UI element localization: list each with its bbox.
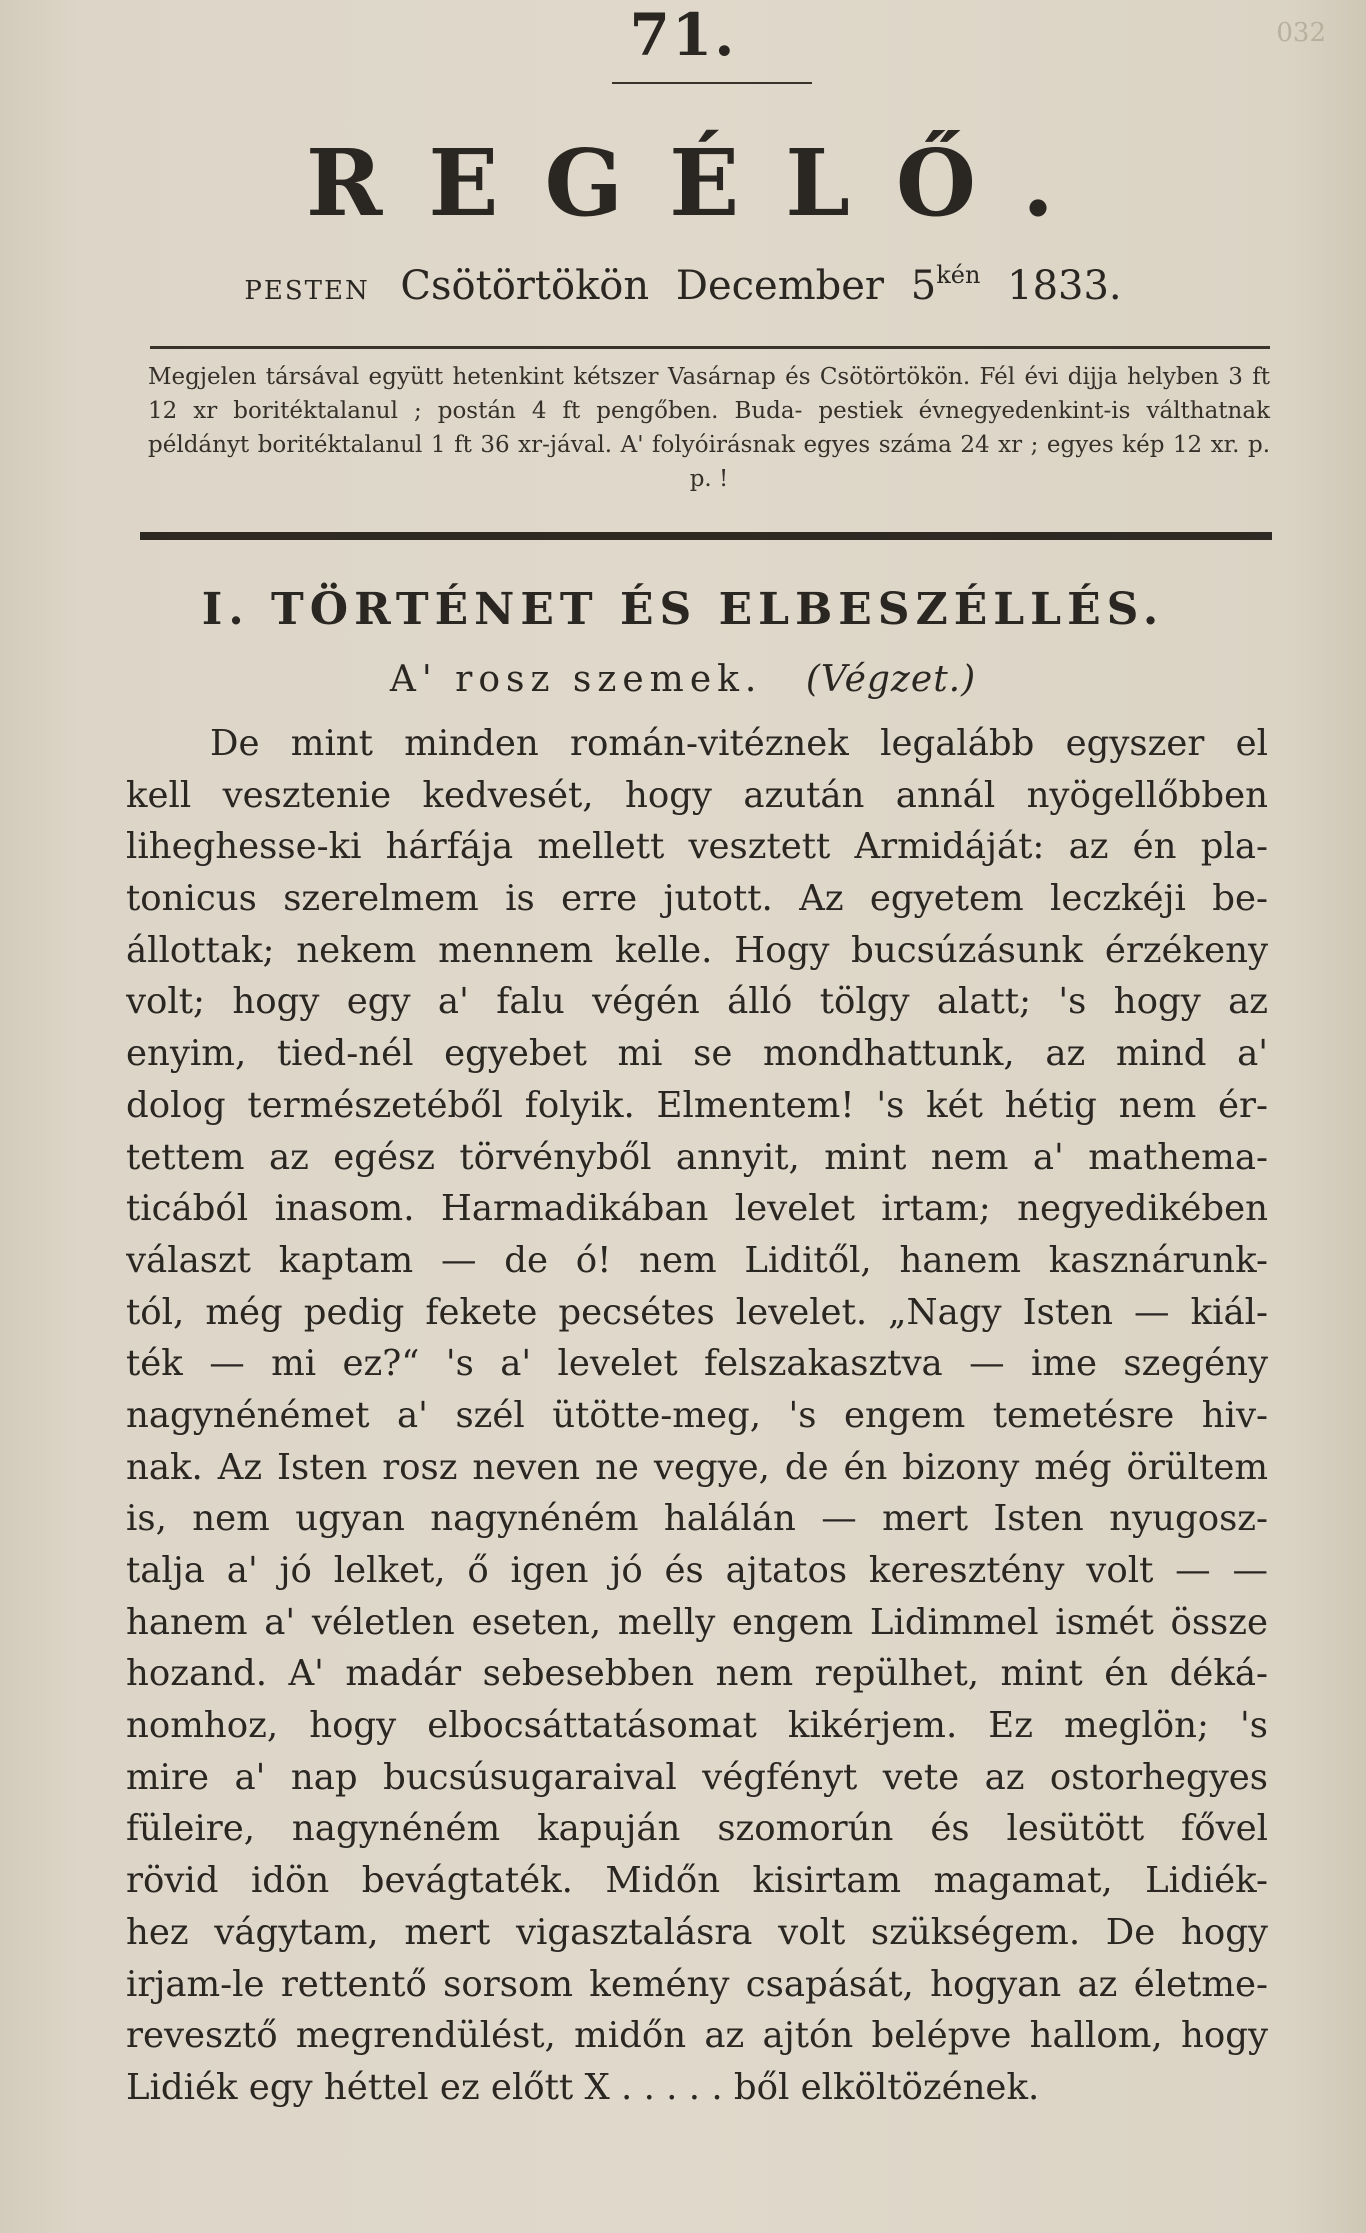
body-line: rövid idön bevágtaték. Midőn kisirtam magamat, Lidiék- [126, 1860, 1268, 1902]
issue-number: 71. [629, 1, 737, 69]
article-body [126, 718, 1268, 2114]
body-line: Lidiék egy héttel ez előtt X . . . . . ből elköltözének. [126, 2066, 1040, 2108]
article-note: (Végzet.) [805, 659, 977, 700]
subscription-line: Megjelen társával együtt hetenkint kétszer Vasárnap és Csötörtökön. Fél [148, 364, 1016, 390]
body-line: ték — mi ez?“ 's a' levelet felszakasztva — ime szegény [126, 1343, 1268, 1385]
body-line: talja a' jó lelket, ő igen jó és ajtatos keresztény volt — — [126, 1550, 1268, 1591]
dateline [0, 245, 1366, 321]
article-title-line [0, 655, 1366, 705]
body-line: De mint minden román-vitéznek legalább egyszer el [210, 723, 1268, 764]
body-line: irjam-le rettentő sorsom kemény csapását, hogyan az életme- [126, 1963, 1268, 2005]
dateline-date: 5 [910, 263, 937, 309]
article-title: A' rosz szemek. [389, 659, 763, 700]
body-line: hez vágytam, mert vigasztalásra volt szükségem. De hogy [126, 1911, 1268, 1953]
body-line: liheghesse-ki hárfája mellett vesztett Armidáját: az én pla- [126, 826, 1268, 868]
issue-rule [612, 82, 812, 84]
dateline-month: December [675, 263, 885, 309]
subscription-line: A' folyóirásnak egyes száma 24 xr ; egyes kép 12 xr. p. p. ! [620, 432, 1271, 492]
body-line: füleire, nagynéném kapuján szomorún és lesütött fővel [126, 1808, 1268, 1850]
subscription-notice [148, 360, 1270, 496]
body-line: mire a' nap bucsúsugaraival végfényt vete az ostorhegyes [126, 1756, 1268, 1798]
dateline-place: PESTEN [244, 276, 370, 306]
subscription-line: pestiek évnegyedenkint-is válthatnak példányt boritéktalanul 1 ft 36 xr-jával. [148, 398, 1271, 458]
body-line: kell vesztenie kedvesét, hogy azután annál nyögellőbben [126, 774, 1268, 816]
section-heading: I. TÖRTÉNET ÉS ELBESZÉLLÉS. [201, 584, 1165, 635]
body-line: tonicus szerelmem is erre jutott. Az egyetem leczkéji be- [126, 878, 1268, 920]
body-line: hozand. A' madár sebesebben nem repülhet, mint én déká- [126, 1653, 1268, 1695]
body-line: nomhoz, hogy elbocsáttatásomat kikérjem. Ez meglön; 's [126, 1705, 1268, 1747]
body-line: is, nem ugyan nagynéném halálán — mert Isten nyugosz- [126, 1498, 1268, 1540]
body-line: tettem az egész törvényből annyit, mint nem a' mathema- [126, 1136, 1268, 1178]
dateline-year: 1833. [1007, 263, 1122, 309]
dateline-date-suffix: kén [936, 261, 981, 289]
body-line: enyim, tied-nél egyebet mi se mondhattunk, az mind a' [126, 1033, 1268, 1075]
subscription-line: évi dijja helyben 3 ft 12 xr boritéktalanul ; postán 4 ft pengőben. Buda- [148, 364, 1270, 424]
body-line: volt; hogy egy a' falu végén álló tölgy alatt; 's hogy az [126, 981, 1268, 1023]
body-line: hanem a' véletlen eseten, melly engem Lidimmel ismét össze [126, 1601, 1268, 1643]
section-divider [140, 532, 1272, 540]
body-line: állottak; nekem mennem kelle. Hogy bucsúzásunk érzékeny [126, 929, 1268, 971]
body-line: nak. Az Isten rosz neven ne vegye, de én bizony még örültem [126, 1446, 1268, 1488]
header-divider [150, 346, 1270, 349]
corner-page-number: 032 [1276, 18, 1326, 48]
body-line: revesztő megrendülést, midőn az ajtón belépve hallom, hogy [126, 2015, 1268, 2057]
body-line: választ kaptam — de ó! nem Liditől, hanem kasznárunk- [126, 1239, 1268, 1281]
body-line: nagynénémet a' szél ütötte-meg, 's engem temetésre hiv- [126, 1394, 1268, 1436]
body-line: tól, még pedig fekete pecsétes levelet. „Nagy Isten — kiál- [126, 1291, 1268, 1333]
dateline-day: Csötörtökön [400, 263, 650, 309]
body-line: dolog természetéből folyik. Elmentem! 's két hétig nem ér- [126, 1084, 1268, 1126]
body-line: ticából inasom. Harmadikában levelet irtam; negyedikében [126, 1188, 1268, 1230]
masthead-title: REGÉLŐ. [305, 129, 1101, 237]
